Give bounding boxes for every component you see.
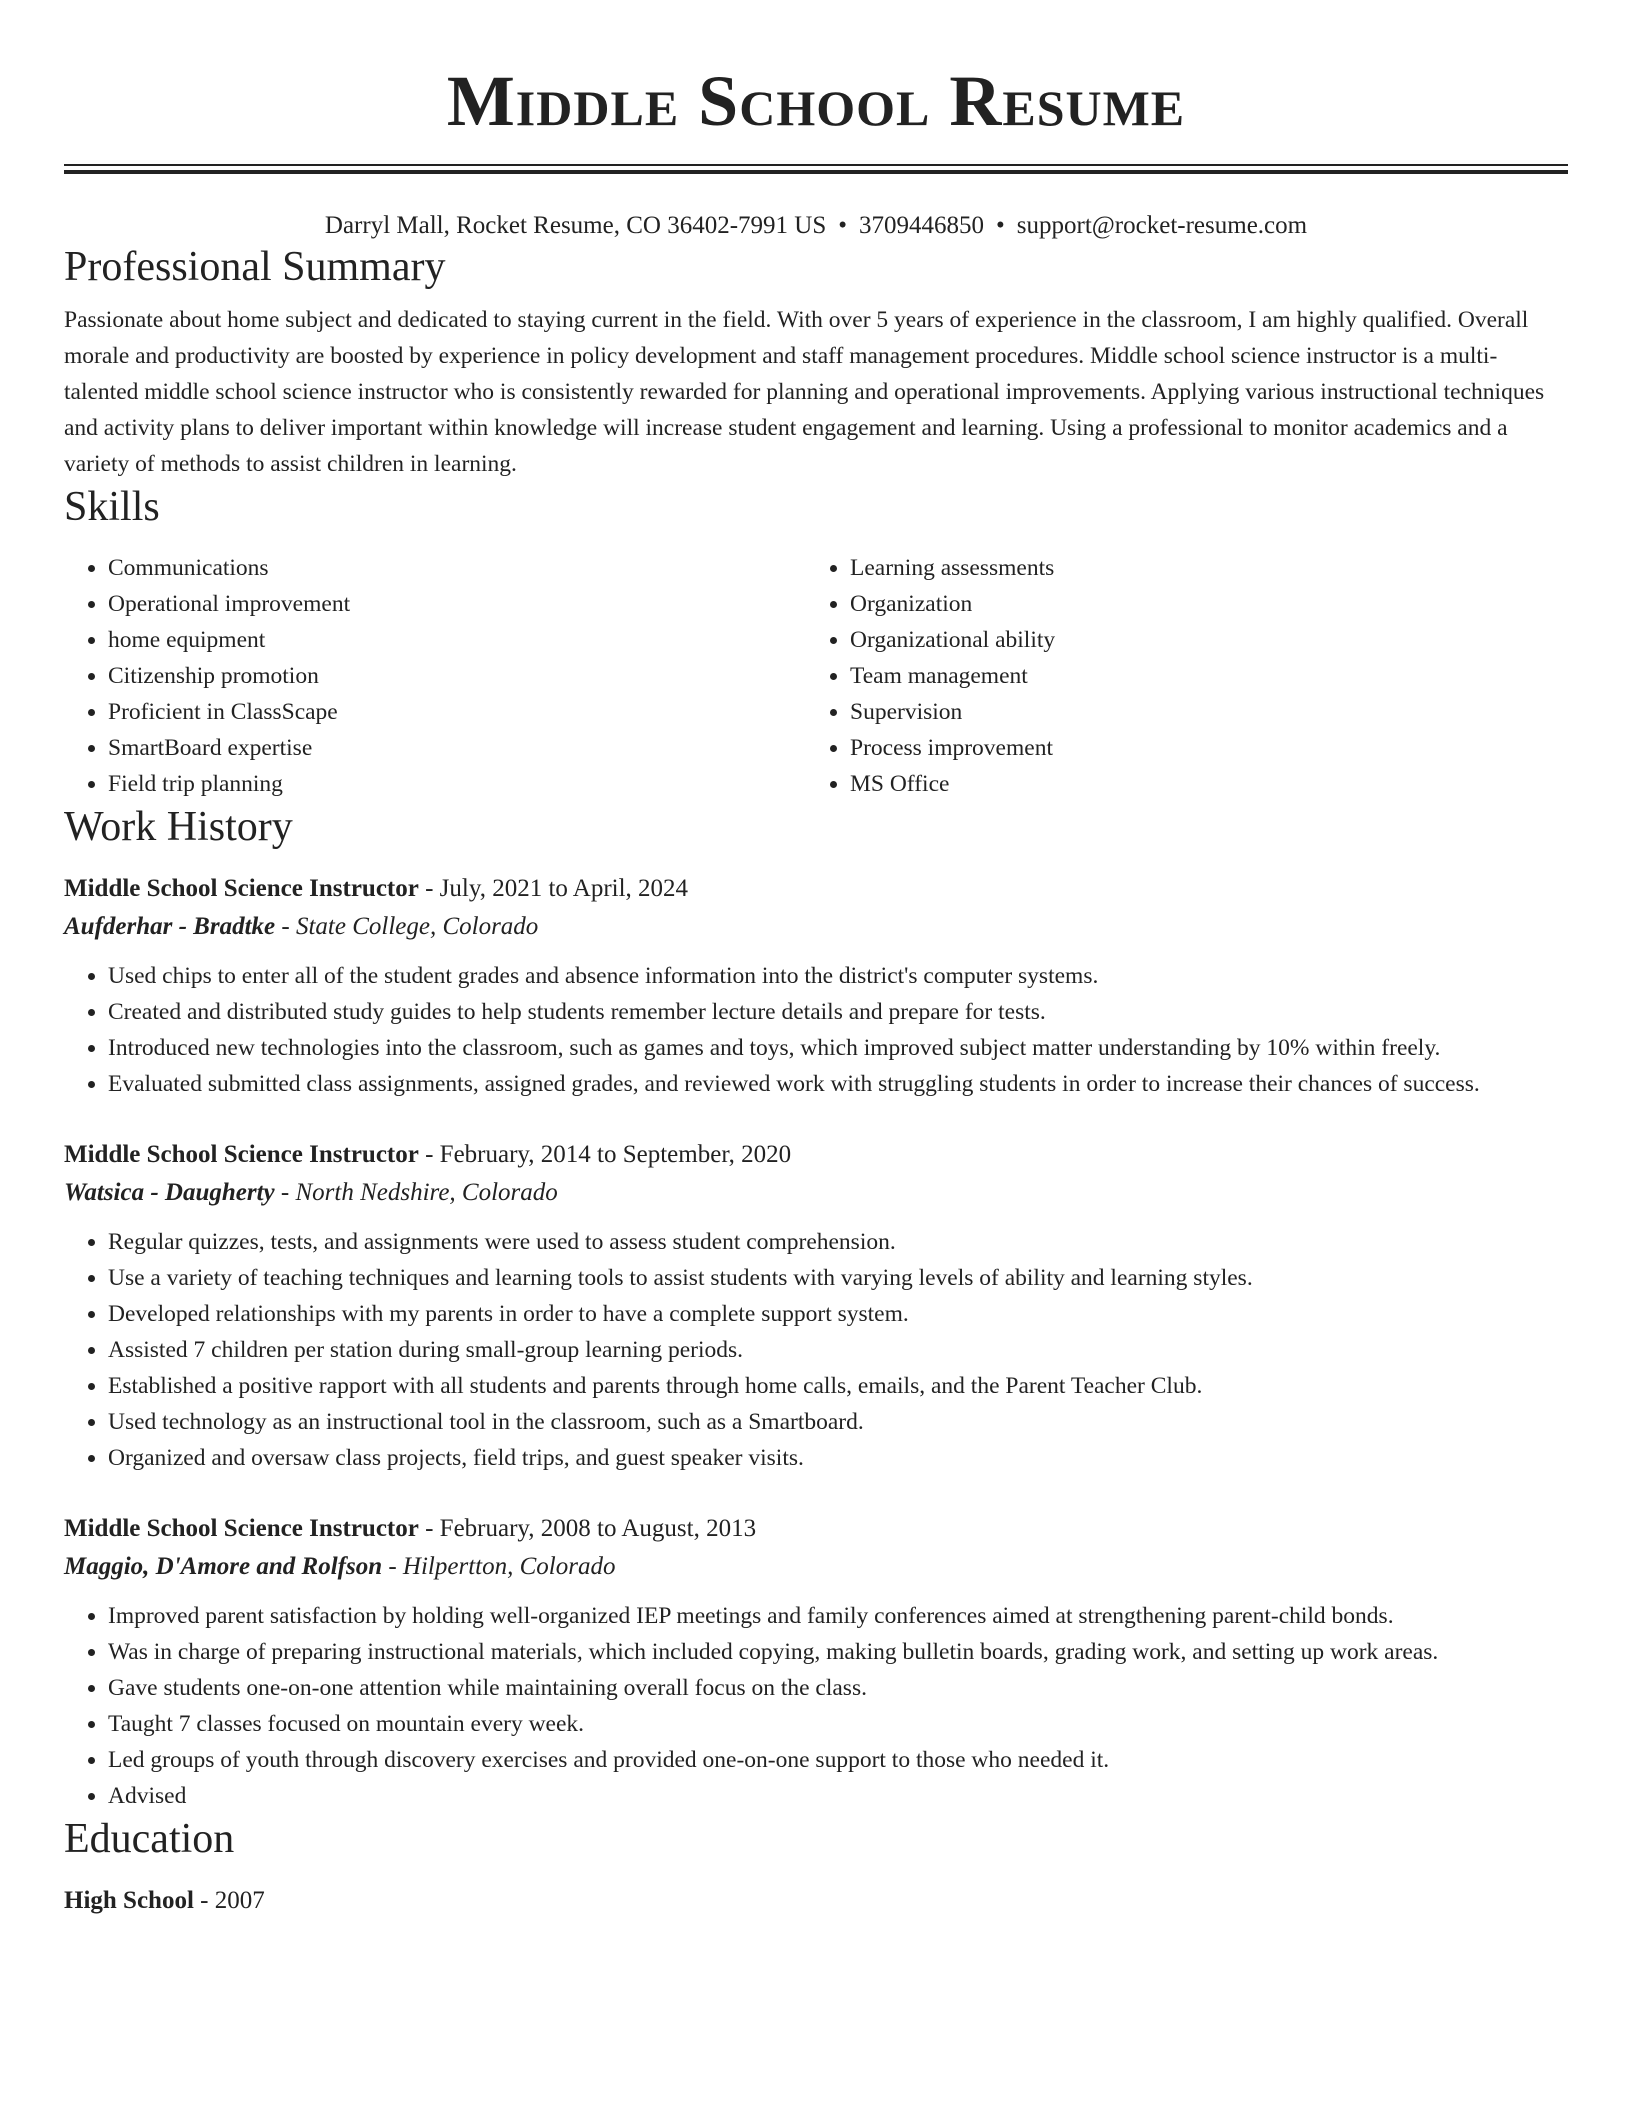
job-dates: - February, 2014 to September, 2020 bbox=[418, 1141, 792, 1168]
job-dates: - July, 2021 to April, 2024 bbox=[418, 875, 689, 902]
skill-item: • Organization bbox=[850, 586, 1548, 622]
graduation-year: - 2007 bbox=[193, 1887, 265, 1914]
skill-item: • Communications bbox=[108, 550, 806, 586]
job-bullet: • Taught 7 classes focused on mountain every week. bbox=[108, 1706, 1568, 1742]
summary-text: Passionate about home subject and dedicated to staying current in the field. With over 5 years of experience in the classroom, I am highly qualified. Overall morale and productivity are boosted by experience in policy development and staff management procedures. Middle school science instructor is a multi-talented middle school science instructor who is consistently rewarded for planning and operational improvements. Applying various instructional techniques and activity plans to deliver important within knowledge will increase student engagement and learning. Using a professional to monitor academics and a variety of methods to assist children in learning. bbox=[64, 307, 1545, 477]
job-bullet: • Developed relationships with my parents in order to have a complete support system. bbox=[108, 1296, 1568, 1332]
job-bullet: • Gave students one-on-one attention while maintaining overall focus on the class. bbox=[108, 1670, 1568, 1706]
job-bullet: • Led groups of youth through discovery exercises and provided one-on-one support to those who needed it. bbox=[108, 1742, 1568, 1778]
job-title: Middle School Science Instructor bbox=[64, 875, 419, 902]
job-title-line bbox=[64, 1136, 1568, 1174]
job-bullet: • Introduced new technologies into the classroom, such as games and toys, which improved subject matter understanding by 10% within freely. bbox=[108, 1030, 1568, 1066]
job-bullet: • Used technology as an instructional tool in the classroom, such as a Smartboard. bbox=[108, 1404, 1568, 1440]
skill-item: • Proficient in ClassScape bbox=[108, 694, 806, 730]
job-bullet: • Used chips to enter all of the student grades and absence information into the district's computer systems. bbox=[108, 958, 1568, 994]
skills-heading: Skills bbox=[64, 484, 160, 530]
job-company-line bbox=[64, 908, 1568, 946]
job-bullets bbox=[64, 1598, 1568, 1814]
skill-item: • Operational improvement bbox=[108, 586, 806, 622]
job-entry bbox=[64, 1510, 1568, 1814]
skill-item: • Learning assessments bbox=[850, 550, 1548, 586]
skills-column-right bbox=[806, 550, 1548, 802]
company-location: - Hilpertton, Colorado bbox=[382, 1553, 616, 1580]
contact-separator: • bbox=[838, 212, 848, 239]
company-name: Maggio, D'Amore and Rolfson bbox=[64, 1553, 383, 1580]
job-bullet: • Created and distributed study guides to help students remember lecture details and prepare for tests. bbox=[108, 994, 1568, 1030]
job-bullets bbox=[64, 958, 1568, 1102]
contact-line bbox=[64, 210, 1568, 242]
school-name: High School bbox=[64, 1887, 194, 1914]
contact-address: Darryl Mall, Rocket Resume, CO 36402-7991 US bbox=[324, 212, 827, 239]
job-title: Middle School Science Instructor bbox=[64, 1515, 419, 1542]
job-bullet: • Assisted 7 children per station during small-group learning periods. bbox=[108, 1332, 1568, 1368]
company-location: - North Nedshire, Colorado bbox=[274, 1179, 558, 1206]
company-name: Aufderhar - Bradtke bbox=[64, 913, 276, 940]
job-entry bbox=[64, 870, 1568, 1102]
skill-item: • SmartBoard expertise bbox=[108, 730, 806, 766]
title-divider bbox=[64, 164, 1568, 174]
company-name: Watsica - Daugherty bbox=[64, 1179, 275, 1206]
contact-separator: • bbox=[996, 212, 1005, 239]
job-bullet: • Advised bbox=[108, 1778, 1568, 1814]
contact-phone: 3709446850 bbox=[859, 212, 985, 239]
job-bullet: • Regular quizzes, tests, and assignments were used to assess student comprehension. bbox=[108, 1224, 1568, 1260]
job-company-line bbox=[64, 1548, 1568, 1586]
resume-title: Middle School Resume bbox=[446, 61, 1186, 141]
contact-email: support@rocket-resume.com bbox=[1016, 212, 1308, 239]
job-bullet: • Organized and oversaw class projects, field trips, and guest speaker visits. bbox=[108, 1440, 1568, 1476]
skill-item: • Field trip planning bbox=[108, 766, 806, 802]
job-bullet: • Improved parent satisfaction by holding well-organized IEP meetings and family conferences aimed at strengthening parent-child bonds. bbox=[108, 1598, 1568, 1634]
skill-item: • home equipment bbox=[108, 622, 806, 658]
education-entry bbox=[64, 1882, 1568, 1920]
education-heading: Education bbox=[64, 1816, 235, 1862]
job-bullet: • Use a variety of teaching techniques and learning tools to assist students with varying levels of ability and learning styles. bbox=[108, 1260, 1568, 1296]
company-location: - State College, Colorado bbox=[275, 913, 539, 940]
skills-column-left bbox=[64, 550, 806, 802]
summary-heading: Professional Summary bbox=[64, 244, 446, 290]
skill-item: • Supervision bbox=[850, 694, 1548, 730]
skill-item: • Citizenship promotion bbox=[108, 658, 806, 694]
skill-item: • Organizational ability bbox=[850, 622, 1548, 658]
skills-list bbox=[64, 550, 1568, 802]
job-bullets bbox=[64, 1224, 1568, 1476]
job-bullet: • Was in charge of preparing instructional materials, which included copying, making bulletin boards, grading work, and setting up work areas. bbox=[108, 1634, 1568, 1670]
job-dates: - February, 2008 to August, 2013 bbox=[418, 1515, 757, 1542]
job-title-line bbox=[64, 1510, 1568, 1548]
job-bullet: • Established a positive rapport with all students and parents through home calls, emails, and the Parent Teacher Club. bbox=[108, 1368, 1568, 1404]
skill-item: • Team management bbox=[850, 658, 1548, 694]
skill-item: • MS Office bbox=[850, 766, 1548, 802]
work-history-heading: Work History bbox=[64, 804, 293, 850]
skill-item: • Process improvement bbox=[850, 730, 1548, 766]
job-company-line bbox=[64, 1174, 1568, 1212]
job-title-line bbox=[64, 870, 1568, 908]
job-bullet: • Evaluated submitted class assignments, assigned grades, and reviewed work with struggling students in order to increase their chances of success. bbox=[108, 1066, 1568, 1102]
job-entry bbox=[64, 1136, 1568, 1476]
job-title: Middle School Science Instructor bbox=[64, 1141, 419, 1168]
